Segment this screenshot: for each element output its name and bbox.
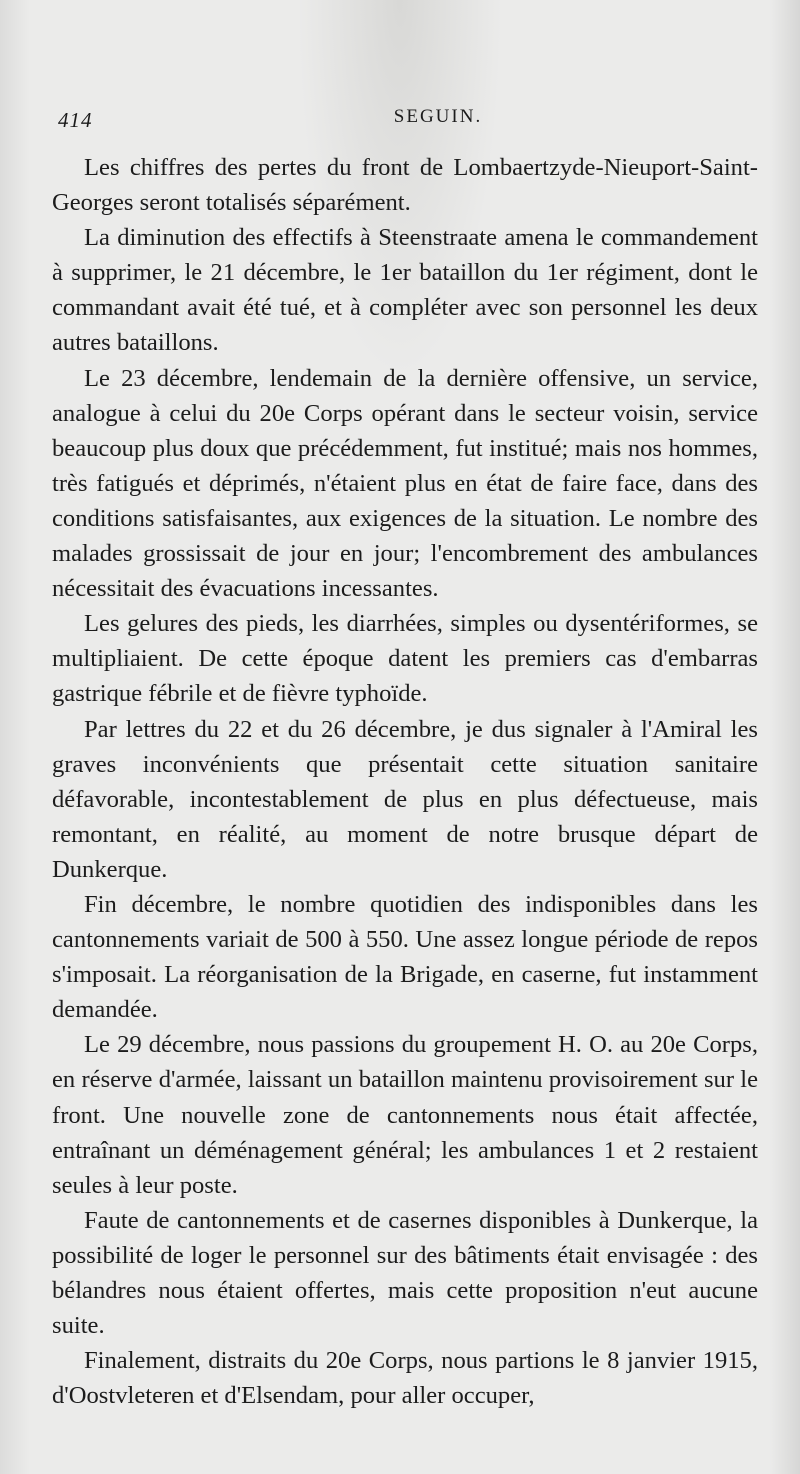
page-header — [58, 102, 758, 142]
paragraph: La diminution des effectifs à Steenstraate amena le commandement à supprimer, le 21 décembre, le 1er bataillon du 1er régiment, dont le commandant avait été tué, et à compléter avec son personnel les deux autres bataillons. — [52, 224, 758, 357]
running-head: SEGUIN. — [393, 106, 483, 127]
paragraph: Les chiffres des pertes du front de Lombaertzyde-Nieuport-Saint-Georges seront totalisés séparément. — [52, 154, 758, 217]
paragraph: Faute de cantonnements et de casernes disponibles à Dunkerque, la possibilité de loger le personnel sur des bâtiments était envisagée : des bélandres nous étaient offertes, mais cette proposition n'eut aucune suite. — [52, 1206, 758, 1340]
paragraph: Le 23 décembre, lendemain de la dernière offensive, un service, analogue à celui du 20e Corps opérant dans le secteur voisin, service beaucoup plus doux que précédemment, fut institué; mais nos hommes, très fatigués et déprimés, n'étaient plus en état de faire face, dans des conditions satisfaisantes, aux exigences de la situation. Le nombre des malades grossissait de jour en jour; l'encombrement des ambulances nécessitait des évacuations incessantes. — [52, 364, 758, 603]
page-number: 414 — [58, 108, 93, 132]
body-text — [52, 150, 758, 1413]
paragraph: Fin décembre, le nombre quotidien des indisponibles dans les cantonnements variait de 500 à 550. Une assez longue période de repos s'imposait. La réorganisation de la Brigade, en caserne, fut instamment demandée. — [52, 890, 758, 1024]
paragraph: Les gelures des pieds, les diarrhées, simples ou dysentériformes, se multipliaient. De cette époque datent les premiers cas d'embarras gastrique fébrile et de fièvre typhoïde. — [52, 610, 758, 708]
paragraph: Finalement, distraits du 20e Corps, nous partions le 8 janvier 1915, d'Oostvleteren et d'Elsendam, pour aller occuper, — [52, 1347, 758, 1410]
paragraph: Le 29 décembre, nous passions du groupement H. O. au 20e Corps, en réserve d'armée, laissant un bataillon maintenu provisoirement sur le front. Une nouvelle zone de cantonnements nous était affectée, entraînant un déménagement général; les ambulances 1 et 2 restaient seules à leur poste. — [52, 1031, 758, 1199]
paragraph: Par lettres du 22 et du 26 décembre, je dus signaler à l'Amiral les graves inconvénients que présentait cette situation sanitaire défavorable, incontestablement de plus en plus défectueuse, mais remontant, en réalité, au moment de notre brusque départ de Dunkerque. — [52, 715, 758, 883]
